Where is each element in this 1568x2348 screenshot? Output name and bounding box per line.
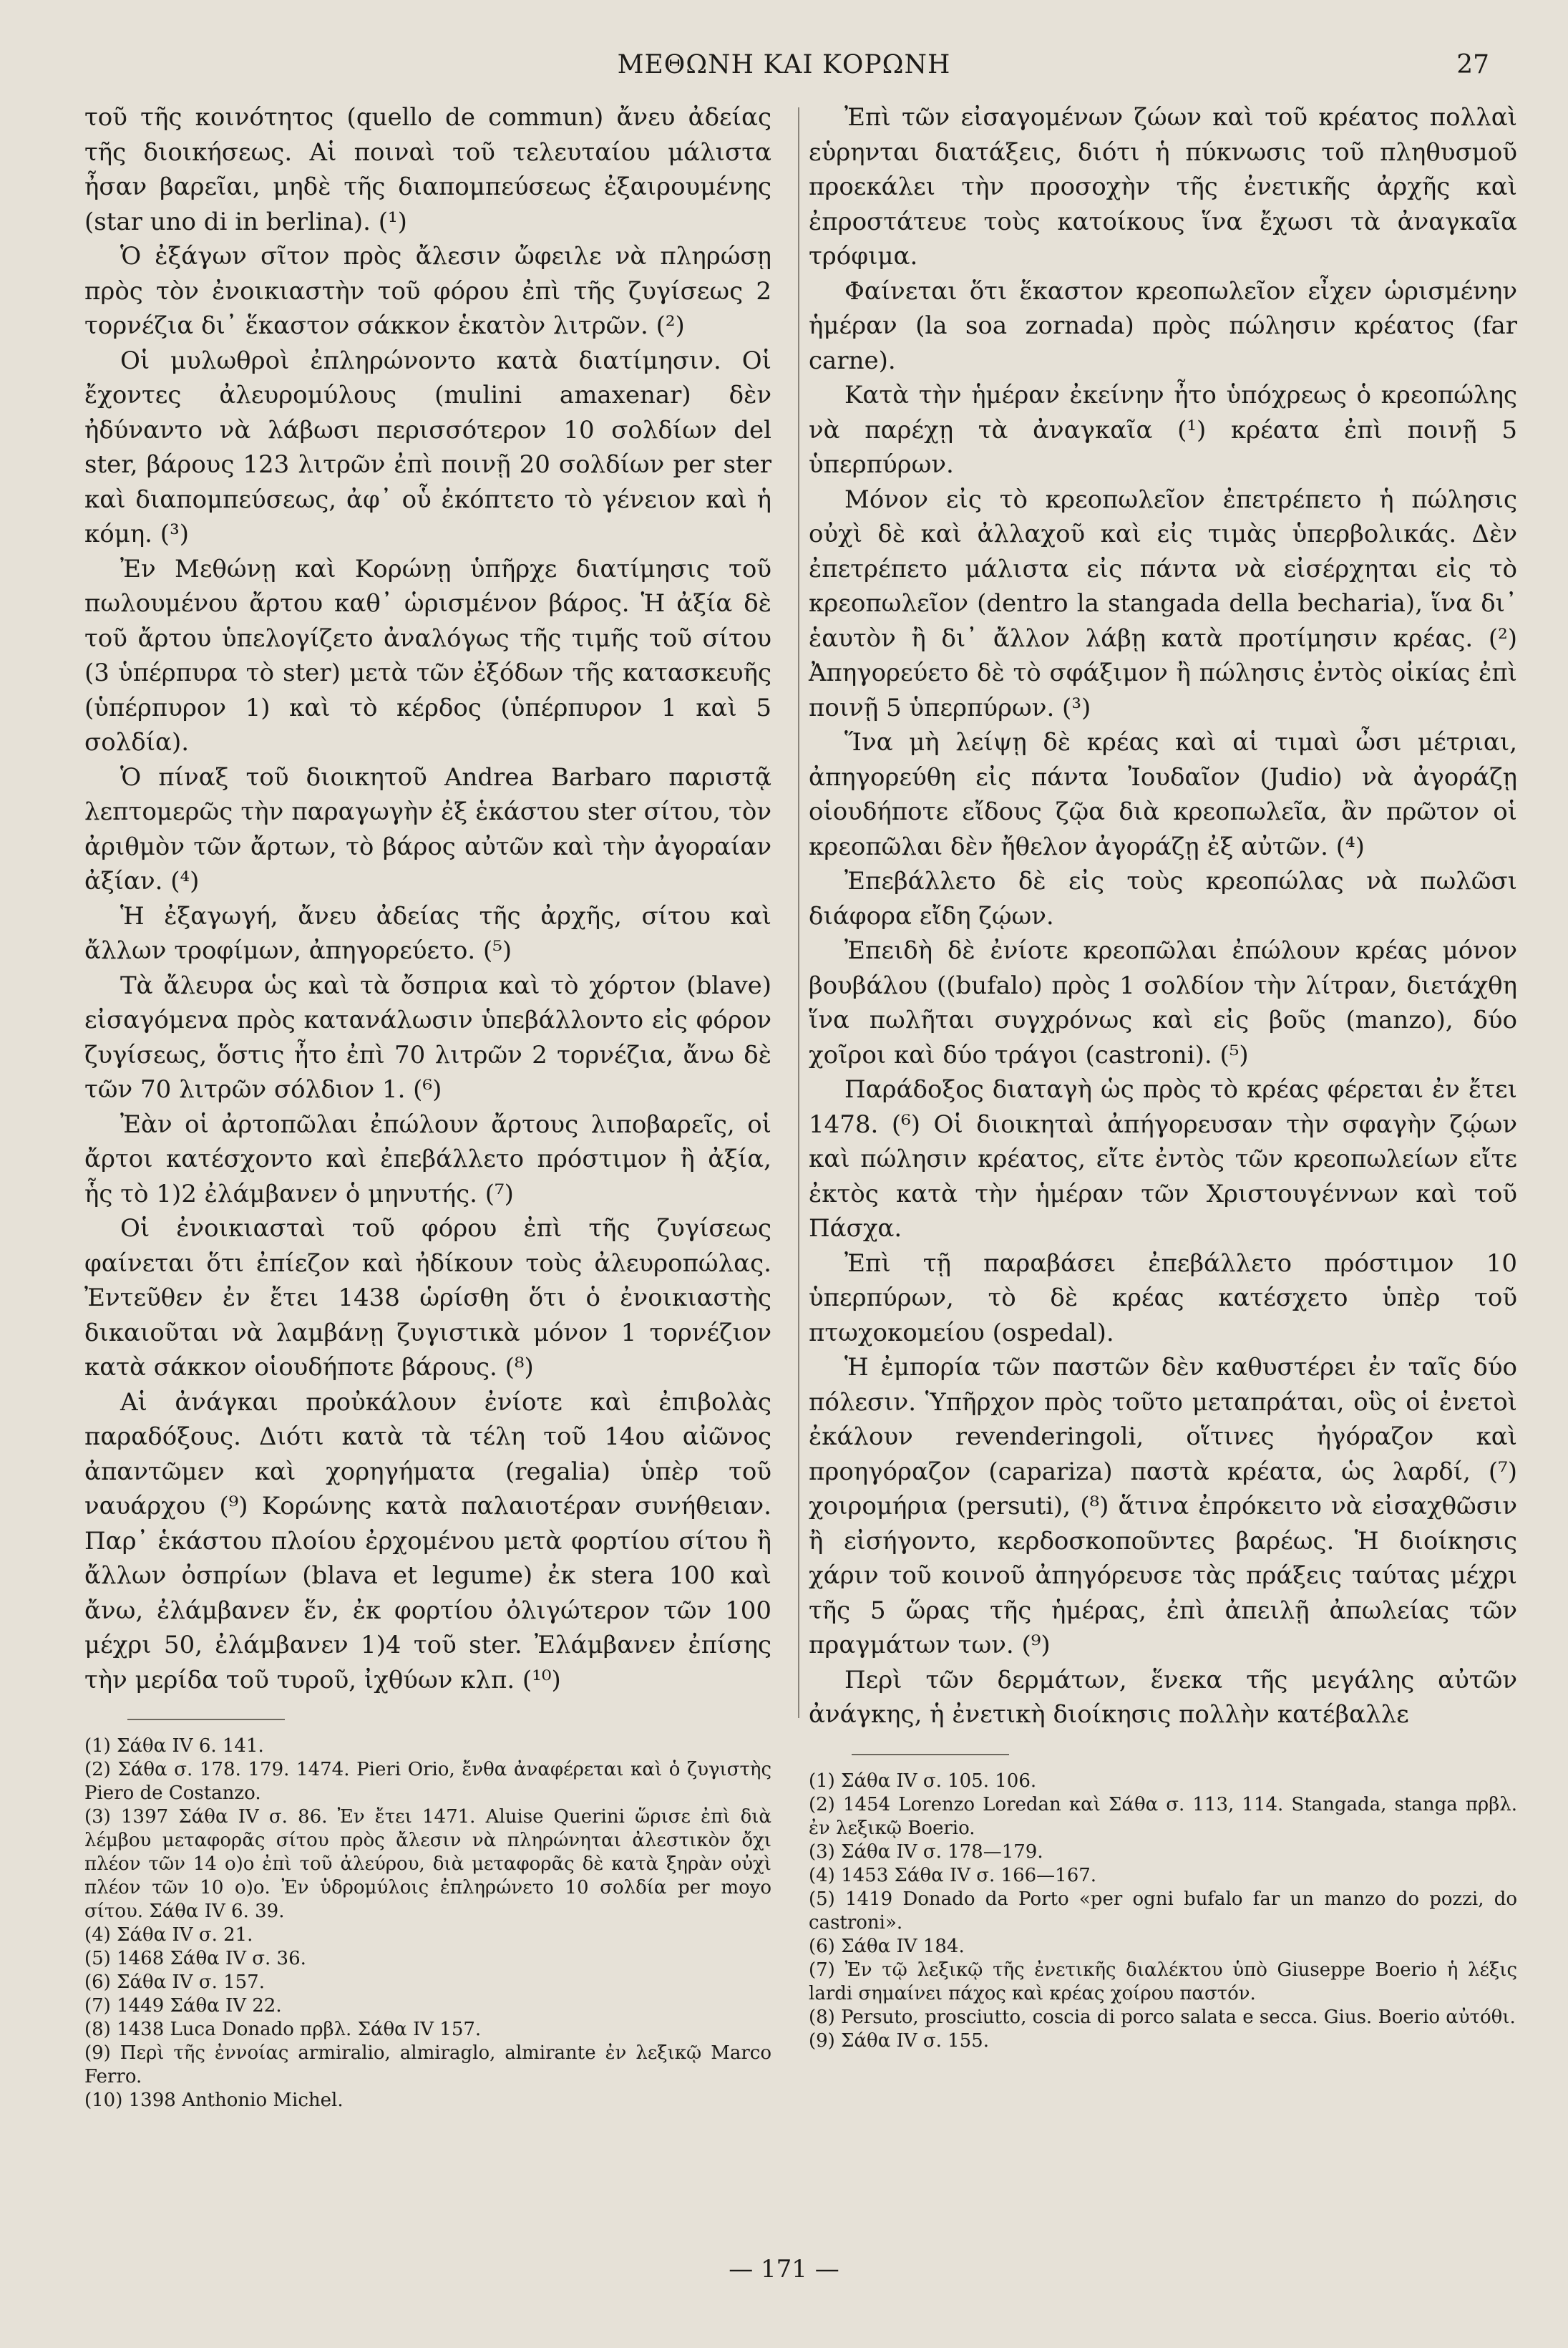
running-title: ΜΕΘΩΝΗ ΚΑΙ ΚΟΡΩΝΗ — [617, 50, 951, 79]
paragraph: Ἡ ἐμπορία τῶν παστῶν δὲν καθυστέρει ἐν ταῖς δύο πόλεσιν. Ὑπῆρχον πρὸς τοῦτο μεταπράται, οὓς οἱ ἐνετοὶ ἐκάλουν revenderingoli, οἵτινες ἠγόραζον καὶ προηγόραζον (capariza) παστὰ κρέατα, ὡς λαρδί, (⁷) χοιρομήρια (persuti), (⁸) ἅτινα ἐπρόκειτο νὰ εἰσαχθῶσιν ἢ εἰσήγοντο, κερδοσκοποῦντες βαρέως. Ἡ διοίκησις χάριν τοῦ κοινοῦ ἀπηγόρευσε τὰς πράξεις ταύτας μέχρι τῆς 5 ὥρας τῆς ἡμέρας, ἐπὶ ἀπειλῇ ἀπωλείας τῶν πραγμάτων των. (⁹) — [809, 1353, 1517, 1659]
column-divider — [798, 107, 799, 1718]
paragraph: Οἱ ἐνοικιασταὶ τοῦ φόρου ἐπὶ τῆς ζυγίσεως φαίνεται ὅτι ἐπίεζον καὶ ἠδίκουν τοὺς ἀλευροπώλας. Ἐντεῦθεν ἐν ἔτει 1438 ὡρίσθη ὅτι ὁ ἐνοικιαστὴς δικαιοῦται νὰ λαμβάνῃ ζυγιστικὰ μόνον 1 τορνέζιον κατὰ σάκκον οἱουδήποτε βάρους. (⁸) — [84, 1214, 771, 1382]
paragraph: Ἐπὶ τῇ παραβάσει ἐπεβάλλετο πρόστιμον 10 ὑπερπύρων, τὸ δὲ κρέας κατέσχετο ὑπὲρ τοῦ πτωχοκομείου (ospedal). — [809, 1248, 1517, 1347]
footnote: (4) 1453 Σάθα IV σ. 166—167. — [809, 1864, 1097, 1886]
page-number: 27 — [1456, 50, 1489, 79]
footnote: (4) Σάθα IV σ. 21. — [84, 1924, 253, 1946]
footnote: (3) Σάθα IV σ. 178—179. — [809, 1840, 1043, 1863]
paragraph: Ἐν Μεθώνῃ καὶ Κορώνῃ ὑπῆρχε διατίμησις τοῦ πωλουμένου ἄρτου καθ᾽ ὡρισμένον βάρος. Ἡ ἀξία δὲ τοῦ ἄρτου ὑπελογίζετο ἀναλόγως τῆς τιμῆς τοῦ σίτου (3 ὑπέρπυρα τὸ ster) μετὰ τῶν ἐξόδων τῆς κατασκευῆς (ὑπέρπυρον 1) καὶ τὸ κέρδος (ὑπέρπυρον 1 καὶ 5 σολδία). — [84, 554, 771, 757]
left-column — [84, 100, 771, 2112]
paragraph: Ὁ πίναξ τοῦ διοικητοῦ Andrea Barbaro παριστᾷ λεπτομερῶς τὴν παραγωγὴν ἐξ ἑκάστου ster σίτου, τὸν ἀριθμὸν τῶν ἄρτων, τὸ βάρος αὐτῶν καὶ τὴν ἀγοραίαν ἀξίαν. (⁴) — [84, 762, 771, 896]
folio-number: — 171 — — [729, 2255, 839, 2284]
footnote: (3) 1397 Σάθα IV σ. 86. Ἐν ἔτει 1471. Aluise Querini ὥρισε ἐπὶ διὰ λέμβου μεταφορᾶς σίτου πρὸς ἄλεσιν νὰ πληρώνηται ἀλεστικὸν ὄχι πλέον τῶν 14 ο)ο ἐπὶ τοῦ ἀλεύρου, διὰ μεταφορᾶς δὲ κατὰ ξηρὰν οὐχὶ πλέον τῶν 10 ο)ο. Ἐν ὑδρομύλοις ἐπληρώνετο 10 σολδία per moyo σίτου. Σάθα IV 6. 39. — [84, 1806, 771, 1922]
footnote: (7) 1449 Σάθα IV 22. — [84, 1995, 282, 2017]
footnote: (5) 1419 Donado da Porto «per ogni bufalo far un manzo do pozzi, do castroni». — [809, 1888, 1517, 1934]
footnotes — [84, 1735, 771, 2112]
footnotes — [809, 1770, 1517, 2053]
paragraph: Περὶ τῶν δερμάτων, ἕνεκα τῆς μεγάλης αὐτῶν ἀνάγκης, ἡ ἐνετικὴ διοίκησις πολλὴν κατέβαλλε — [809, 1665, 1517, 1729]
paragraph: Κατὰ τὴν ἡμέραν ἐκείνην ἦτο ὑπόχρεως ὁ κρεοπώλης νὰ παρέχῃ τὰ ἀναγκαῖα (¹) κρέατα ἐπὶ ποινῇ 5 ὑπερπύρων. — [809, 381, 1517, 479]
footnote: (1) Σάθα IV 6. 141. — [84, 1735, 264, 1757]
footnote: (7) Ἐν τῷ λεξικῷ τῆς ἐνετικῆς διαλέκτου ὑπὸ Giuseppe Boerio ἡ λέξις lardi σημαίνει πάχος καὶ κρέας χοίρου παστόν. — [809, 1959, 1517, 2004]
paragraph: Τὰ ἄλευρα ὡς καὶ τὰ ὄσπρια καὶ τὸ χόρτον (blave) εἰσαγόμενα πρὸς κατανάλωσιν ὑπεβάλλοντο εἰς φόρον ζυγίσεως, ὅστις ἦτο ἐπὶ 70 λιτρῶν 2 τορνέζια, ἄνω δὲ τῶν 70 λιτρῶν σόλδιον 1. (⁶) — [84, 971, 771, 1104]
footnote: (9) Περὶ τῆς ἐννοίας armiralio, almiraglo, almirante ἐν λεξικῷ Marco Ferro. — [84, 2042, 771, 2087]
paragraph: Ἐπὶ τῶν εἰσαγομένων ζώων καὶ τοῦ κρέατος πολλαὶ εὑρηνται διατάξεις, διότι ἡ πύκνωσις τοῦ πληθυσμοῦ προεκάλει τὴν προσοχὴν τῆς ἐνετικῆς ἀρχῆς καὶ ἐπροστάτευε τοὺς κατοίκους ἵνα ἔχωσι τὰ ἀναγκαῖα τρόφιμα. — [809, 103, 1517, 271]
paragraph: Ὁ ἐξάγων σῖτον πρὸς ἄλεσιν ὤφειλε νὰ πληρώσῃ πρὸς τὸν ἐνοικιαστὴν τοῦ φόρου ἐπὶ τῆς ζυγίσεως 2 τορνέζια δι᾽ ἕκαστον σάκκον ἑκατὸν λιτρῶν. (²) — [84, 242, 771, 340]
footnote: (1) Σάθα IV σ. 105. 106. — [809, 1770, 1037, 1792]
footnote: (8) Persuto, prosciutto, coscia di porco salata e secca. Gius. Boerio αὐτόθι. — [809, 2006, 1516, 2028]
footnote-rule — [852, 1754, 1009, 1755]
paragraph: Ἡ ἐξαγωγή, ἄνευ ἀδείας τῆς ἀρχῆς, σίτου καὶ ἄλλων τροφίμων, ἀπηγορεύετο. (⁵) — [84, 901, 771, 965]
paragraph: Παράδοξος διαταγὴ ὡς πρὸς τὸ κρέας φέρεται ἐν ἔτει 1478. (⁶) Οἱ διοικηταὶ ἀπήγορευσαν τὴν σφαγὴν ζῴων καὶ πώλησιν κρέατος, εἴτε ἐντὸς τῶν κρεοπωλείων εἴτε ἐκτὸς κατὰ τὴν ἡμέραν τῶν Χριστουγέννων καὶ τοῦ Πάσχα. — [809, 1075, 1517, 1243]
footnote: (6) Σάθα IV σ. 157. — [84, 1971, 265, 1993]
paragraph: Φαίνεται ὅτι ἕκαστον κρεοπωλεῖον εἶχεν ὡρισμένην ἡμέραν (la soa zornada) πρὸς πώλησιν κρέατος (far carne). — [809, 276, 1517, 375]
paragraph: Ἵνα μὴ λείψῃ δὲ κρέας καὶ αἱ τιμαὶ ὦσι μέτριαι, ἀπηγορεύθη εἰς πάντα Ἰουδαῖον (Judio) νὰ ἀγοράζῃ οἱουδήποτε εἴδους ζῷα διὰ κρεοπωλεῖα, ἂν πρῶτον οἱ κρεοπῶλαι δὲν ἤθελον ἀγοράζῃ ἐξ αὐτῶν. (⁴) — [809, 728, 1517, 861]
footnote: (9) Σάθα IV σ. 155. — [809, 2029, 989, 2052]
paragraph: τοῦ τῆς κοινότητος (quello de commun) ἄνευ ἀδείας τῆς διοικήσεως. Αἱ ποιναὶ τοῦ τελευταίου μάλιστα ἦσαν βαρεῖαι, μηδὲ τῆς διαπομπεύσεως ἐξαιρουμένης (star uno di in berlina). (¹) — [84, 103, 771, 236]
paragraph: Ἐπειδὴ δὲ ἐνίοτε κρεοπῶλαι ἐπώλουν κρέας μόνον βουβάλου ((bufalo) πρὸς 1 σολδίον τὴν λίτραν, διετάχθη ἵνα πωλῆται συγχρόνως καὶ εἰς βοῦς (manzo), δύο χοῖροι καὶ δύο τράγοι (castroni). (⁵) — [809, 936, 1517, 1069]
footnote: (8) 1438 Luca Donado πρβλ. Σάθα IV 157. — [84, 2019, 482, 2040]
page-header — [0, 44, 1568, 87]
paragraph: Μόνον εἰς τὸ κρεοπωλεῖον ἐπετρέπετο ἡ πώλησις οὐχὶ δὲ καὶ ἀλλαχοῦ καὶ εἰς τιμὰς ὑπερβολικάς. Δὲν ἐπετρέπετο μάλιστα εἰς πάντα νὰ εἰσέρχηται εἰς τὸ κρεοπωλεῖον (dentro la stangada della becharia), ἵνα δι᾽ ἑαυτὸν ἢ δι᾽ ἄλλον λάβῃ κατὰ προτίμησιν κρέας. (²) Ἀπηγορεύετο δὲ τὸ σφάξιμον ἢ πώλησις ἐντὸς οἰκίας ἐπὶ ποινῇ 5 ὑπερπύρων. (³) — [809, 485, 1517, 722]
footnote: (2) Σάθα σ. 178. 179. 1474. Pieri Orio, ἔνθα ἀναφέρεται καὶ ὁ ζυγιστὴς Piero de Costanzo. — [84, 1759, 771, 1804]
right-column — [809, 100, 1517, 2053]
footnote: (6) Σάθα IV 184. — [809, 1935, 965, 1957]
footnote-rule — [127, 1719, 285, 1720]
footnote: (10) 1398 Anthonio Michel. — [84, 2090, 344, 2111]
paragraph: Ἐπεβάλλετο δὲ εἰς τοὺς κρεοπώλας νὰ πωλῶσι διάφορα εἴδη ζῴων. — [809, 867, 1517, 931]
footnote: (5) 1468 Σάθα IV σ. 36. — [84, 1948, 306, 1969]
paragraph: Οἱ μυλωθροὶ ἐπληρώνοντο κατὰ διατίμησιν. Οἱ ἔχοντες ἀλευρομύλους (mulini amaxenar) δὲν ἠδύναντο νὰ λάβωσι περισσότερον 10 σολδίων del ster, βάρους 123 λιτρῶν ἐπὶ ποινῇ 20 σολδίων per ster καὶ διαπομπεύσεως, ἀφ᾽ οὗ ἐκόπτετο τὸ γένειον καὶ ἡ κόμη. (³) — [84, 346, 771, 548]
footnote: (2) 1454 Lorenzo Loredan καὶ Σάθα σ. 113, 114. Stangada, stanga πρβλ. ἐν λεξικῷ Boerio. — [809, 1793, 1517, 1839]
paragraph: Αἱ ἀνάγκαι προὐκάλουν ἐνίοτε καὶ ἐπιβολὰς παραδόξους. Διότι κατὰ τὰ τέλη τοῦ 14ου αἰῶνος ἀπαντῶμεν καὶ χορηγήματα (regalia) ὑπὲρ τοῦ ναυάρχου (⁹) Κορώνης κατὰ παλαιοτέραν συνήθειαν. Παρ᾽ ἑκάστου πλοίου ἐρχομένου μετὰ φορτίου σίτου ἢ ἄλλων ὀσπρίων (blava et legume) ἐκ stera 100 καὶ ἄνω, ἐλάμβανεν ἕν, ἐκ φορτίου ὀλιγώτερον τῶν 100 μέχρι 50, ἐλάμβανεν 1)4 τοῦ ster. Ἐλάμβανεν ἐπίσης τὴν μερίδα τοῦ τυροῦ, ἰχθύων κλπ. (¹⁰) — [84, 1387, 771, 1694]
paragraph: Ἐὰν οἱ ἀρτοπῶλαι ἐπώλουν ἄρτους λιποβαρεῖς, οἱ ἄρτοι κατέσχοντο καὶ ἐπεβάλλετο πρόστιμον ἢ ἀξία, ἧς τὸ 1)2 ἐλάμβανεν ὁ μηνυτής. (⁷) — [84, 1110, 771, 1208]
